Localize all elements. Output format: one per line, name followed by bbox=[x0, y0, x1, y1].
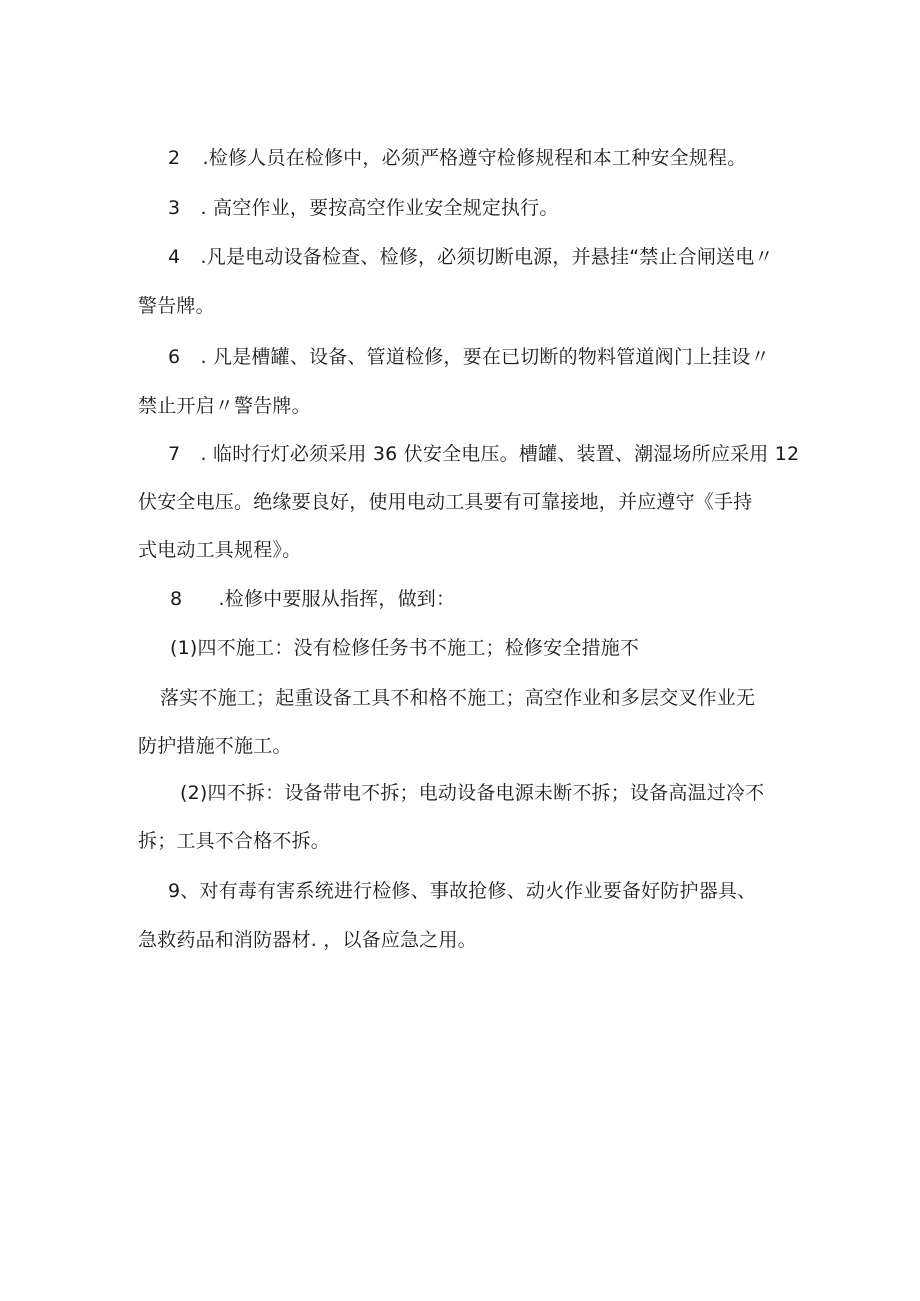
item-7-line-3: 式电动工具规程》。 bbox=[138, 539, 302, 561]
item-7-text: . 临时行灯必须采用 36 伏安全电压。槽罐、装置、潮湿场所应采用 12 bbox=[200, 443, 800, 465]
item-6-line-2: 禁止开启〃警告牌。 bbox=[138, 395, 311, 417]
item-9-line-2: 急救药品和消防器材. ，以备应急之用。 bbox=[138, 929, 477, 951]
item-7-line-2: 伏安全电压。绝缘要良好，使用电动工具要有可靠接地，并应遵守《手持 bbox=[138, 491, 753, 513]
item-8-line-1 bbox=[170, 587, 455, 611]
item-6-line-1 bbox=[168, 345, 770, 369]
item-4-line-1 bbox=[168, 245, 774, 269]
item-3-line-1 bbox=[168, 196, 559, 220]
item-3-text: . 高空作业，要按高空作业安全规定执行。 bbox=[200, 197, 559, 219]
sub-2-line-2: 拆；工具不合格不拆。 bbox=[138, 830, 331, 852]
item-6-number: 6 bbox=[168, 346, 181, 368]
item-6-text: . 凡是槽罐、设备、管道检修，要在已切断的物料管道阀门上挂设〃 bbox=[200, 346, 770, 368]
sub-2-line-1: (2)四不拆：设备带电不拆；电动设备电源未断不拆；设备高温过冷不 bbox=[180, 782, 765, 804]
item-4-number: 4 bbox=[168, 246, 181, 268]
sub-1-line-3: 防护措施不施工。 bbox=[138, 735, 292, 757]
item-9-line-1: 9、对有毒有害系统进行检修、事故抢修、动火作业要备好防护器具、 bbox=[168, 880, 757, 902]
sub-1-line-1: (1)四不施工：没有检修任务书不施工；检修安全措施不 bbox=[170, 637, 640, 659]
item-8-number: 8 bbox=[170, 588, 183, 610]
item-2-number: 2 bbox=[168, 147, 181, 169]
item-4-line-2: 警告牌。 bbox=[138, 295, 215, 317]
item-8-text: .检修中要服从指挥，做到： bbox=[218, 588, 456, 610]
sub-1-line-2: 落实不施工；起重设备工具不和格不施工；高空作业和多层交叉作业无 bbox=[160, 687, 756, 709]
item-3-number: 3 bbox=[168, 197, 181, 219]
item-7-line-1 bbox=[168, 442, 799, 466]
item-4-text: .凡是电动设备检查、检修，必须切断电源，并悬挂“禁止合闸送电〃 bbox=[200, 246, 774, 268]
item-2-text: .检修人员在检修中，必须严格遵守检修规程和本工种安全规程。 bbox=[202, 147, 747, 169]
item-7-number: 7 bbox=[168, 443, 181, 465]
item-2-line-1 bbox=[168, 146, 746, 170]
